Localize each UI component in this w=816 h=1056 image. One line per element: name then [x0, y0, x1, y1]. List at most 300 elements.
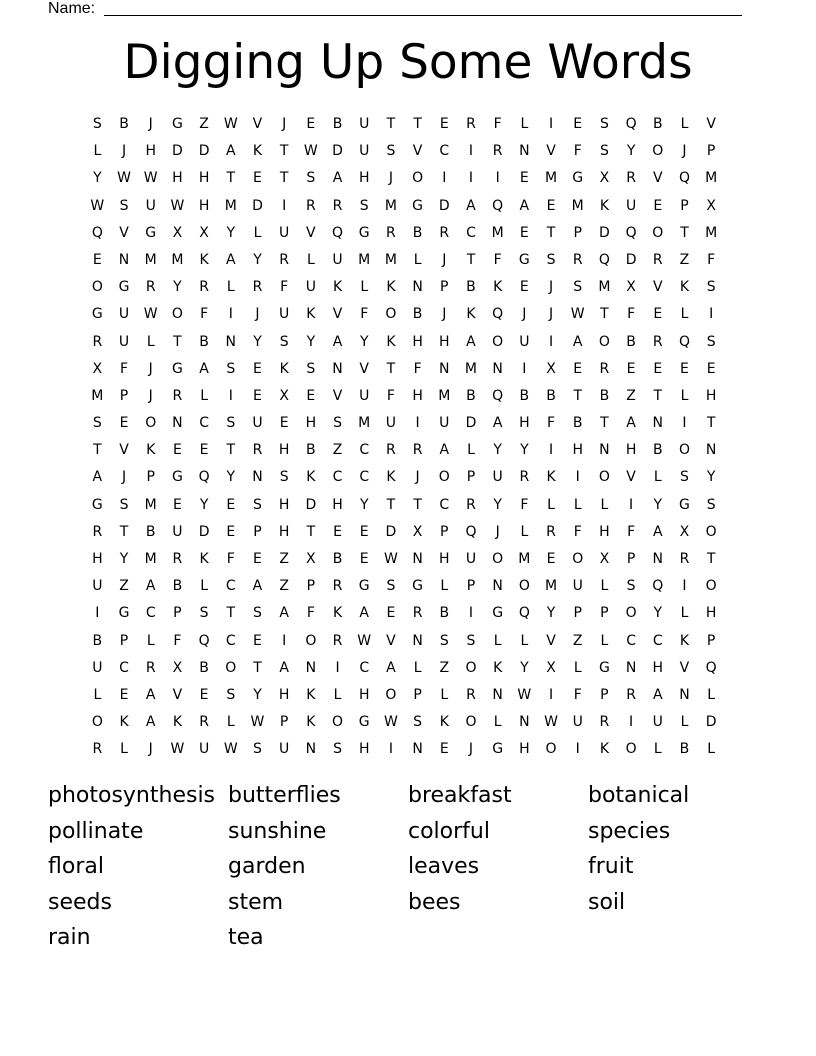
grid-letter: Y	[93, 170, 102, 187]
grid-letter: M	[438, 387, 451, 404]
grid-letter: L	[413, 251, 422, 268]
grid-letter: F	[280, 279, 289, 296]
grid-letter: R	[172, 551, 183, 567]
grid-letter: O	[492, 333, 504, 350]
grid-letter: L	[226, 714, 235, 731]
grid-letter: H	[278, 523, 290, 540]
grid-letter: C	[225, 632, 236, 649]
grid-letter: R	[92, 523, 103, 540]
grid-letter: V	[119, 442, 129, 459]
grid-letter: I	[709, 306, 714, 323]
grid-letter: H	[172, 170, 183, 187]
grid-letter: X	[306, 551, 316, 567]
grid-letter: R	[92, 741, 103, 758]
grid-letter: J	[148, 387, 153, 404]
grid-letter: Y	[359, 496, 369, 513]
grid-letter: U	[118, 333, 130, 350]
grid-letter: J	[282, 116, 287, 132]
grid-letter: P	[173, 605, 182, 622]
grid-letter: H	[278, 496, 290, 513]
grid-letter: E	[359, 523, 369, 540]
grid-letter: M	[171, 251, 184, 268]
grid-letter: U	[492, 469, 503, 486]
grid-letter: I	[548, 442, 554, 459]
grid-letter: T	[306, 523, 316, 540]
grid-letter: G	[358, 714, 370, 731]
grid-letter: B	[332, 116, 343, 132]
grid-letter: N	[332, 360, 343, 377]
grid-letter: V	[412, 143, 423, 160]
grid-letter: F	[173, 632, 182, 649]
grid-letter: E	[253, 360, 262, 377]
grid-letter: O	[705, 523, 717, 540]
grid-letter: L	[360, 279, 369, 296]
grid-letter: J	[255, 306, 260, 323]
grid-letter: P	[600, 605, 609, 622]
grid-letter: L	[680, 387, 689, 404]
grid-letter: D	[198, 523, 210, 540]
grid-letter: I	[522, 360, 527, 377]
grid-letter: T	[680, 224, 689, 241]
grid-letter: L	[520, 116, 529, 132]
grid-letter: T	[386, 496, 396, 513]
grid-letter: J	[121, 143, 127, 160]
grid-letter: V	[546, 143, 556, 160]
grid-letter: S	[413, 714, 423, 731]
grid-letter: A	[572, 333, 583, 350]
grid-letter: P	[306, 578, 316, 595]
grid-letter: B	[679, 741, 690, 758]
grid-letter: W	[570, 306, 585, 323]
grid-letter: R	[546, 523, 556, 540]
grid-letter: X	[546, 360, 556, 377]
grid-letter: V	[626, 469, 636, 486]
grid-letter: K	[172, 714, 182, 731]
grid-letter: S	[466, 632, 476, 649]
grid-letter: R	[145, 659, 156, 676]
grid-letter: M	[518, 551, 531, 567]
grid-letter: D	[305, 496, 317, 513]
grid-letter: L	[680, 605, 689, 622]
grid-letter: L	[493, 632, 502, 649]
grid-letter: N	[172, 415, 183, 432]
grid-letter: H	[412, 387, 423, 404]
grid-letter: F	[547, 415, 556, 432]
grid-letter: U	[92, 578, 103, 595]
grid-letter: E	[306, 387, 316, 404]
grid-letter: M	[144, 251, 157, 268]
grid-letter: H	[92, 551, 103, 567]
grid-letter: R	[599, 714, 610, 731]
grid-letter: H	[358, 170, 370, 187]
grid-letter: T	[93, 442, 102, 459]
grid-letter: I	[282, 197, 287, 214]
grid-letter: D	[465, 415, 477, 432]
grid-letter: X	[679, 523, 690, 540]
grid-letter: E	[199, 686, 209, 703]
grid-letter: G	[91, 496, 103, 513]
grid-letter: W	[383, 551, 398, 567]
grid-letter: R	[252, 279, 263, 296]
grid-letter: K	[146, 442, 156, 459]
grid-letter: R	[386, 442, 396, 459]
grid-letter: O	[91, 714, 103, 731]
grid-letter: Y	[706, 469, 716, 486]
grid-letter: W	[223, 116, 238, 132]
grid-letter: R	[332, 578, 343, 595]
grid-letter: N	[519, 714, 530, 731]
grid-letter: Y	[226, 224, 236, 241]
grid-letter: Y	[253, 686, 262, 703]
grid-letter: F	[226, 551, 235, 567]
grid-letter: O	[305, 632, 317, 649]
grid-letter: A	[225, 143, 236, 160]
grid-letter: D	[252, 197, 263, 214]
grid-letter: P	[440, 279, 449, 296]
grid-letter: I	[282, 632, 287, 649]
grid-letter: K	[332, 605, 343, 622]
grid-letter: R	[626, 686, 636, 703]
grid-letter: S	[573, 279, 583, 296]
grid-letter: O	[625, 605, 637, 622]
grid-letter: R	[92, 333, 103, 350]
grid-letter: F	[573, 523, 582, 540]
grid-letter: K	[599, 197, 609, 214]
grid-letter: M	[144, 551, 157, 567]
grid-letter: A	[386, 659, 396, 676]
grid-letter: B	[519, 387, 530, 404]
grid-letter: M	[384, 197, 397, 214]
grid-letter: R	[519, 469, 530, 486]
grid-letter: O	[518, 578, 530, 595]
grid-letter: J	[442, 306, 447, 323]
grid-letter: Y	[253, 333, 262, 350]
grid-letter: P	[413, 686, 422, 703]
grid-letter: Z	[572, 632, 583, 649]
grid-letter: V	[706, 116, 716, 132]
grid-letter: O	[465, 659, 477, 676]
grid-letter: U	[359, 143, 370, 160]
grid-letter: E	[439, 116, 449, 132]
grid-letter: F	[573, 143, 582, 160]
grid-letter: N	[599, 442, 610, 459]
grid-letter: R	[466, 116, 476, 132]
grid-letter: Q	[518, 605, 530, 622]
grid-letter: O	[598, 469, 610, 486]
grid-letter: E	[253, 170, 262, 187]
grid-letter: N	[252, 469, 263, 486]
grid-letter: K	[199, 551, 209, 567]
grid-letter: N	[118, 251, 130, 268]
grid-letter: B	[652, 116, 663, 132]
grid-letter: M	[544, 170, 558, 187]
grid-letter: D	[599, 224, 610, 241]
grid-letter: S	[599, 116, 609, 132]
grid-letter: R	[332, 197, 343, 214]
grid-letter: M	[384, 251, 397, 268]
grid-letter: T	[173, 333, 182, 350]
grid-letter: C	[626, 632, 636, 649]
grid-letter: O	[385, 686, 397, 703]
grid-letter: G	[91, 306, 103, 323]
grid-letter: R	[332, 632, 343, 649]
grid-letter: S	[226, 686, 236, 703]
word-bank	[48, 778, 768, 956]
grid-letter: L	[93, 143, 102, 160]
grid-letter: Y	[546, 605, 556, 622]
grid-letter: I	[95, 605, 100, 622]
word-bank-item: rain	[48, 925, 91, 951]
grid-letter: E	[680, 360, 689, 377]
grid-letter: M	[464, 360, 478, 377]
grid-letter: F	[707, 251, 716, 268]
grid-letter: E	[253, 632, 262, 649]
grid-letter: E	[359, 551, 369, 567]
grid-letter: L	[573, 659, 582, 676]
grid-letter: P	[626, 551, 636, 567]
grid-letter: T	[466, 251, 476, 268]
grid-letter: A	[279, 605, 289, 622]
grid-letter: U	[385, 415, 397, 432]
grid-letter: A	[92, 469, 103, 486]
grid-letter: N	[492, 686, 503, 703]
grid-letter: O	[492, 551, 504, 567]
grid-letter: I	[335, 659, 340, 676]
grid-letter: V	[332, 387, 343, 404]
grid-letter: K	[306, 306, 316, 323]
grid-letter: H	[412, 333, 423, 350]
grid-letter: A	[359, 605, 369, 622]
grid-letter: T	[226, 170, 236, 187]
grid-letter: O	[385, 306, 397, 323]
word-bank-item: butterflies	[228, 783, 341, 808]
grid-letter: U	[279, 741, 290, 758]
grid-letter: S	[253, 605, 262, 622]
grid-letter: M	[224, 197, 237, 214]
grid-letter: I	[629, 496, 634, 513]
grid-letter: X	[412, 523, 423, 540]
grid-letter: F	[413, 360, 422, 377]
grid-letter: B	[412, 306, 423, 323]
grid-letter: X	[92, 360, 103, 377]
grid-letter: F	[306, 605, 315, 622]
grid-letter: I	[548, 333, 554, 350]
grid-letter: W	[90, 197, 105, 214]
grid-letter: P	[573, 605, 582, 622]
grid-letter: I	[228, 387, 233, 404]
grid-letter: K	[386, 333, 396, 350]
grid-letter: A	[626, 415, 636, 432]
grid-letter: B	[92, 632, 103, 649]
grid-letter: R	[492, 143, 503, 160]
grid-letter: E	[119, 686, 129, 703]
grid-letter: F	[573, 686, 582, 703]
grid-letter: O	[598, 333, 610, 350]
grid-letter: Q	[678, 333, 690, 350]
grid-letter: B	[172, 578, 183, 595]
grid-letter: A	[332, 333, 343, 350]
grid-letter: Y	[520, 442, 529, 459]
grid-letter: V	[359, 360, 369, 377]
grid-letter: C	[199, 415, 209, 432]
grid-letter: P	[146, 469, 155, 486]
grid-letter: K	[599, 741, 609, 758]
grid-letter: I	[682, 415, 687, 432]
grid-letter: A	[145, 578, 156, 595]
grid-letter: B	[199, 659, 209, 676]
grid-letter: H	[519, 415, 530, 432]
grid-letter: H	[278, 442, 290, 459]
grid-letter: M	[491, 224, 504, 241]
grid-letter: Z	[679, 251, 690, 268]
grid-letter: B	[412, 224, 423, 241]
grid-letter: W	[383, 714, 398, 731]
grid-letter: A	[145, 714, 156, 731]
grid-letter: E	[92, 251, 102, 268]
grid-letter: P	[466, 469, 476, 486]
grid-letter: R	[252, 442, 263, 459]
name-label: Name:	[48, 0, 96, 17]
grid-letter: F	[493, 251, 502, 268]
grid-letter: K	[332, 279, 343, 296]
grid-letter: J	[388, 170, 393, 187]
grid-letter: S	[253, 496, 262, 513]
grid-letter: E	[653, 360, 663, 377]
grid-letter: O	[545, 741, 557, 758]
grid-letter: E	[653, 306, 663, 323]
grid-letter: L	[653, 469, 662, 486]
grid-letter: H	[358, 686, 370, 703]
grid-letter: I	[228, 306, 233, 323]
grid-letter: Z	[279, 578, 289, 595]
grid-letter: R	[652, 251, 663, 268]
grid-letter: S	[680, 469, 689, 486]
grid-letter: E	[653, 197, 663, 214]
grid-letter: G	[679, 496, 690, 513]
grid-letter: L	[600, 578, 609, 595]
grid-letter: U	[652, 714, 663, 731]
grid-letter: U	[572, 578, 583, 595]
grid-letter: E	[253, 387, 262, 404]
grid-letter: G	[358, 578, 370, 595]
grid-letter: U	[439, 415, 450, 432]
grid-letter: K	[306, 714, 316, 731]
grid-letter: Q	[492, 197, 504, 214]
grid-letter: A	[492, 415, 503, 432]
grid-letter: S	[386, 143, 396, 160]
grid-letter: L	[680, 714, 689, 731]
grid-letter: O	[652, 143, 664, 160]
grid-letter: H	[305, 415, 317, 432]
grid-letter: X	[626, 279, 636, 296]
grid-letter: X	[279, 387, 289, 404]
grid-letter: O	[652, 224, 664, 241]
grid-letter: H	[625, 442, 637, 459]
grid-letter: H	[705, 387, 717, 404]
word-bank-item: photosynthesis	[48, 783, 216, 808]
grid-letter: B	[119, 116, 129, 132]
grid-letter: Y	[199, 496, 209, 513]
grid-letter: H	[358, 741, 370, 758]
grid-letter: D	[198, 143, 210, 160]
grid-letter: S	[226, 360, 236, 377]
grid-letter: Y	[253, 251, 262, 268]
grid-letter: K	[306, 469, 316, 486]
grid-letter: H	[198, 197, 210, 214]
grid-letter: U	[92, 659, 103, 676]
grid-letter: S	[386, 578, 396, 595]
grid-letter: H	[439, 551, 450, 567]
grid-letter: S	[626, 578, 636, 595]
grid-letter: K	[493, 659, 503, 676]
grid-letter: R	[305, 197, 316, 214]
grid-letter: O	[412, 170, 424, 187]
grid-letter: Y	[173, 279, 182, 296]
grid-letter: Y	[226, 469, 236, 486]
grid-letter: E	[519, 279, 529, 296]
grid-letter: B	[652, 442, 663, 459]
grid-letter: L	[547, 496, 555, 513]
grid-letter: A	[332, 170, 343, 187]
grid-letter: L	[653, 741, 662, 758]
grid-letter: G	[412, 578, 424, 595]
grid-letter: R	[572, 251, 583, 268]
grid-letter: B	[466, 387, 476, 404]
grid-letter: P	[466, 578, 476, 595]
grid-letter: F	[120, 360, 129, 377]
grid-letter: T	[706, 415, 716, 432]
grid-letter: H	[332, 496, 343, 513]
grid-letter: O	[465, 714, 477, 731]
grid-letter: S	[253, 741, 262, 758]
grid-letter: S	[119, 496, 129, 513]
grid-letter: F	[627, 306, 636, 323]
grid-letter: T	[386, 116, 396, 132]
grid-letter: Z	[332, 442, 343, 459]
grid-letter: G	[171, 360, 183, 377]
grid-letter: A	[252, 578, 263, 595]
grid-letter: T	[226, 605, 236, 622]
grid-letter: K	[679, 632, 690, 649]
grid-letter: V	[306, 224, 316, 241]
grid-letter: D	[625, 251, 637, 268]
grid-letter: C	[466, 224, 476, 241]
grid-letter: H	[599, 523, 610, 540]
grid-letter: F	[386, 387, 395, 404]
grid-letter: O	[705, 578, 717, 595]
grid-letter: B	[145, 523, 156, 540]
grid-letter: V	[119, 224, 129, 241]
grid-letter: M	[91, 387, 104, 404]
word-bank-item: tea	[228, 925, 264, 951]
grid-letter: R	[199, 279, 209, 296]
grid-letter: E	[386, 605, 396, 622]
grid-letter: J	[548, 306, 554, 323]
grid-letter: N	[652, 551, 664, 567]
grid-letter: J	[495, 523, 500, 540]
grid-letter: E	[226, 523, 236, 540]
grid-letter: E	[199, 442, 209, 459]
word-bank-item: fruit	[588, 854, 634, 880]
grid-letter: M	[705, 224, 718, 241]
grid-letter: C	[145, 605, 156, 622]
grid-letter: T	[279, 143, 289, 160]
grid-letter: Q	[332, 224, 344, 241]
grid-letter: O	[145, 415, 157, 432]
grid-letter: W	[303, 143, 318, 160]
grid-letter: S	[226, 415, 236, 432]
grid-letter: Q	[598, 251, 610, 268]
